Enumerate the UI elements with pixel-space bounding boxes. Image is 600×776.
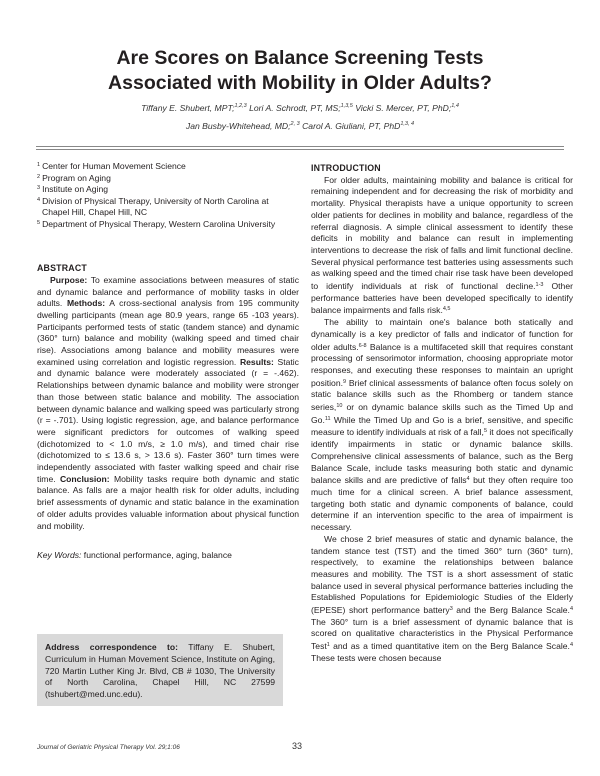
text-run: or on dynamic balance skills such as the Timed Up and Go. — [311, 402, 573, 425]
methods-text: A cross-sectional analysis from 195 community dwelling participants (mean age 80.9 years, range 65 -103 years). Participants performed tests of static (tandem stance) and dynamic (360° turn) balance and mobility (walking speed and timed chair rise). Associations among balance and mobility measures were examined using correlation and logistic regression. — [37, 298, 299, 367]
keywords — [37, 550, 299, 562]
text-run: We chose 2 brief measures of static and dynamic balance, the tandem stance test (TST) and the timed 360° turn (360° turn), respectively, to examine the relationships between balance measures and mobility. The TST is a short assessment of static balance used in several physical performance batteries including the Established Populations for Epidemiologic Studies of the Elderly (EPESE) short performance battery — [311, 533, 573, 616]
article-title — [40, 46, 560, 96]
text-run: Brief clinical assessments of balance often focus solely on static balance skills such as the Rhomberg or tandem stance series, — [311, 377, 573, 413]
author-name: Carol A. Giuliani, PT, PhD — [302, 121, 401, 131]
citation-sup: 4 — [569, 642, 573, 649]
correspondence-text: Tiffany E. Shubert, Curriculum in Human Movement Science, Institute on Aging, 720 Martin Luther King Jr. Blvd, CB # 1030, The University of North Carolina, Chapel Hill, NC 27599 (tshubert@med.unc.edu). — [45, 642, 275, 700]
citation-sup: 11 — [324, 415, 331, 422]
introduction-heading: INTRODUCTION — [311, 163, 381, 173]
text-run: and the Berg Balance Scale. — [452, 605, 570, 616]
text-run: The 360° turn is a brief assessment of dynamic balance that is scored on qualitative characteristics in the Physical Performance Test — [311, 616, 573, 652]
affiliation-text: Institute on Aging — [42, 184, 108, 195]
author-line-2 — [40, 116, 560, 134]
affiliation-text: Division of Physical Therapy, University of North Carolina at — [42, 196, 269, 207]
intro-paragraph-3 — [311, 534, 573, 665]
text-run: Balance is a multifaceted skill that requires constant processing of sensorimotor information, choosing appropriate motor responses, and executing these responses to maintain an upright position. — [311, 341, 573, 388]
text-run: For older adults, maintaining mobility and balance is critical for remaining independent and for decreasing the risk of morbidity and mortality. Physical therapists have a unique opportunity to screen older patients for declines in mobility and balance, regardless of the referral diagnosis. A simple clinical assessment to identify these deficits in mobility and balance can result in implementing interventions to decrease the risk of falls and limit functional decline. Several physical performance test batteries using assessments such as walking speed and the timed chair rise task have been developed to identify individuals at risk of functional decline. — [311, 174, 573, 292]
citation-sup: 9 — [343, 378, 347, 385]
text-run: and as a timed quantitative item on the Berg Balance Scale. — [329, 641, 570, 652]
affiliation-number: 5 — [37, 220, 41, 227]
journal-citation: Journal of Geriatric Physical Therapy Vol. 29;1:06 — [37, 744, 180, 751]
text-run: but they often require too much time for a clinical screen. A brief balance assessment, targeting both static and dynamic components of balance, could determine if an intervention specific to the area of impairment is necessary. — [311, 475, 573, 533]
correspondence-box — [37, 634, 283, 706]
conclusion-label: Conclusion: — [59, 473, 110, 484]
conclusion-text: Mobility tasks require both dynamic and static balance. As falls are a major health risk for older adults, including brief assessments of dynamic and static balance in the examination of older adults provides valuable information about physical function and mobility. — [37, 473, 300, 531]
author-name: Tiffany E. Shubert, MPT; — [141, 103, 235, 113]
affiliation-text: Center for Human Movement Science — [42, 161, 186, 171]
citation-sup: 3 — [449, 606, 453, 613]
author-line-1 — [40, 98, 560, 116]
affiliation-list — [37, 160, 299, 230]
author-affiliation-sup: 1,3, 4 — [400, 121, 415, 127]
text-run: Other performance batteries have been developed specifically to identify balance impairments and falls risk. — [311, 281, 573, 316]
affiliation-number: 3 — [37, 185, 41, 192]
affiliation-text: Program on Aging — [42, 172, 111, 183]
intro-paragraph-1 — [311, 175, 573, 317]
citation-sup: 4,5 — [442, 306, 451, 313]
citation-sup: 4 — [569, 606, 573, 613]
author-affiliation-sup: 1,2,3 — [234, 103, 247, 109]
author-name: Lori A. Schrodt, PT, MS; — [249, 103, 341, 113]
citation-sup: 4 — [466, 476, 470, 483]
abstract-heading: ABSTRACT — [37, 263, 87, 274]
author-affiliation-sup: 1,3,5 — [340, 103, 353, 109]
text-run: While the Timed Up and Go is a brief, sensitive, and specific measure to identify individuals at risk of a fall, — [311, 414, 573, 438]
correspondence-label: Address correspondence to: — [45, 642, 179, 652]
affiliation-item — [37, 183, 299, 195]
citation-sup: 5 — [483, 428, 487, 435]
citation-sup: 1-3 — [535, 282, 544, 289]
left-column — [37, 160, 299, 562]
affiliation-item — [37, 207, 299, 219]
affiliation-item — [37, 195, 299, 207]
text-run: The ability to maintain one's balance both statically and dynamically is a key predictor of falls and indicator of function for older adults. — [311, 317, 573, 352]
author-list — [40, 98, 560, 134]
citation-sup: 10 — [336, 403, 343, 410]
author-affiliation-sup: 1,4 — [451, 103, 459, 109]
results-text: Static and dynamic balance were moderately associated (r = -.462). Relationships between dynamic balance and mobility were stronger than those between static balance and mobility. The association between dynamic balance and walking speed was particularly strong (r = -.701). Using logistic regression, age, and balance performance were significant predictors for outcomes of walking speed (dichotomized to < 1.0 m/s, ≥ 1.0 m/s), and timed chair rise (dichotomized to ≤ 13.6 s, > 13.6 s). Faster 360° turn times were independently associated with faster walking speed and chair rise time. — [37, 356, 299, 484]
affiliation-item — [37, 172, 299, 184]
abstract-body — [37, 275, 299, 532]
results-label: Results: — [239, 356, 274, 367]
citation-sup: 6-8 — [358, 342, 367, 349]
header-rule-top — [36, 146, 564, 147]
header-rule-bottom — [36, 149, 564, 150]
author-name: Vicki S. Mercer, PT, PhD; — [355, 103, 452, 113]
affiliation-number: 4 — [37, 197, 41, 204]
intro-paragraph-2 — [311, 317, 573, 534]
affiliation-text: Chapel Hill, Chapel Hill, NC — [42, 206, 148, 217]
citation-sup: 1 — [326, 642, 330, 649]
methods-label: Methods: — [66, 298, 106, 309]
keywords-label: Key Words: — [37, 550, 82, 561]
purpose-label: Purpose: — [50, 274, 88, 285]
affiliation-number: 1 — [37, 162, 41, 168]
purpose-text: To examine associations between measures of static and dynamic balance and performance of mobility tasks in older adults. — [37, 274, 299, 309]
affiliation-item — [37, 218, 299, 230]
keywords-text: functional performance, aging, balance — [81, 550, 232, 561]
title-line-2: Associated with Mobility in Older Adults? — [108, 72, 492, 94]
page-number: 33 — [292, 741, 303, 751]
author-name: Jan Busby-Whitehead, MD; — [185, 121, 291, 131]
text-run: These tests were chosen because — [311, 652, 442, 663]
right-column — [311, 163, 573, 665]
title-line-1: Are Scores on Balance Screening Tests — [116, 47, 484, 69]
affiliation-item — [37, 160, 299, 172]
author-affiliation-sup: 2, 3 — [290, 121, 300, 127]
text-run: it does not specifically identify impairments in static or dynamic balance skills. Comprehensive clinical assessments of balance, such as the Berg Balance Scale, include tasks measuring both static and dynamic balance skills and are predictive of falls — [311, 427, 573, 486]
affiliation-text: Department of Physical Therapy, Western Carolina University — [42, 219, 276, 230]
affiliation-number: 2 — [37, 173, 41, 180]
